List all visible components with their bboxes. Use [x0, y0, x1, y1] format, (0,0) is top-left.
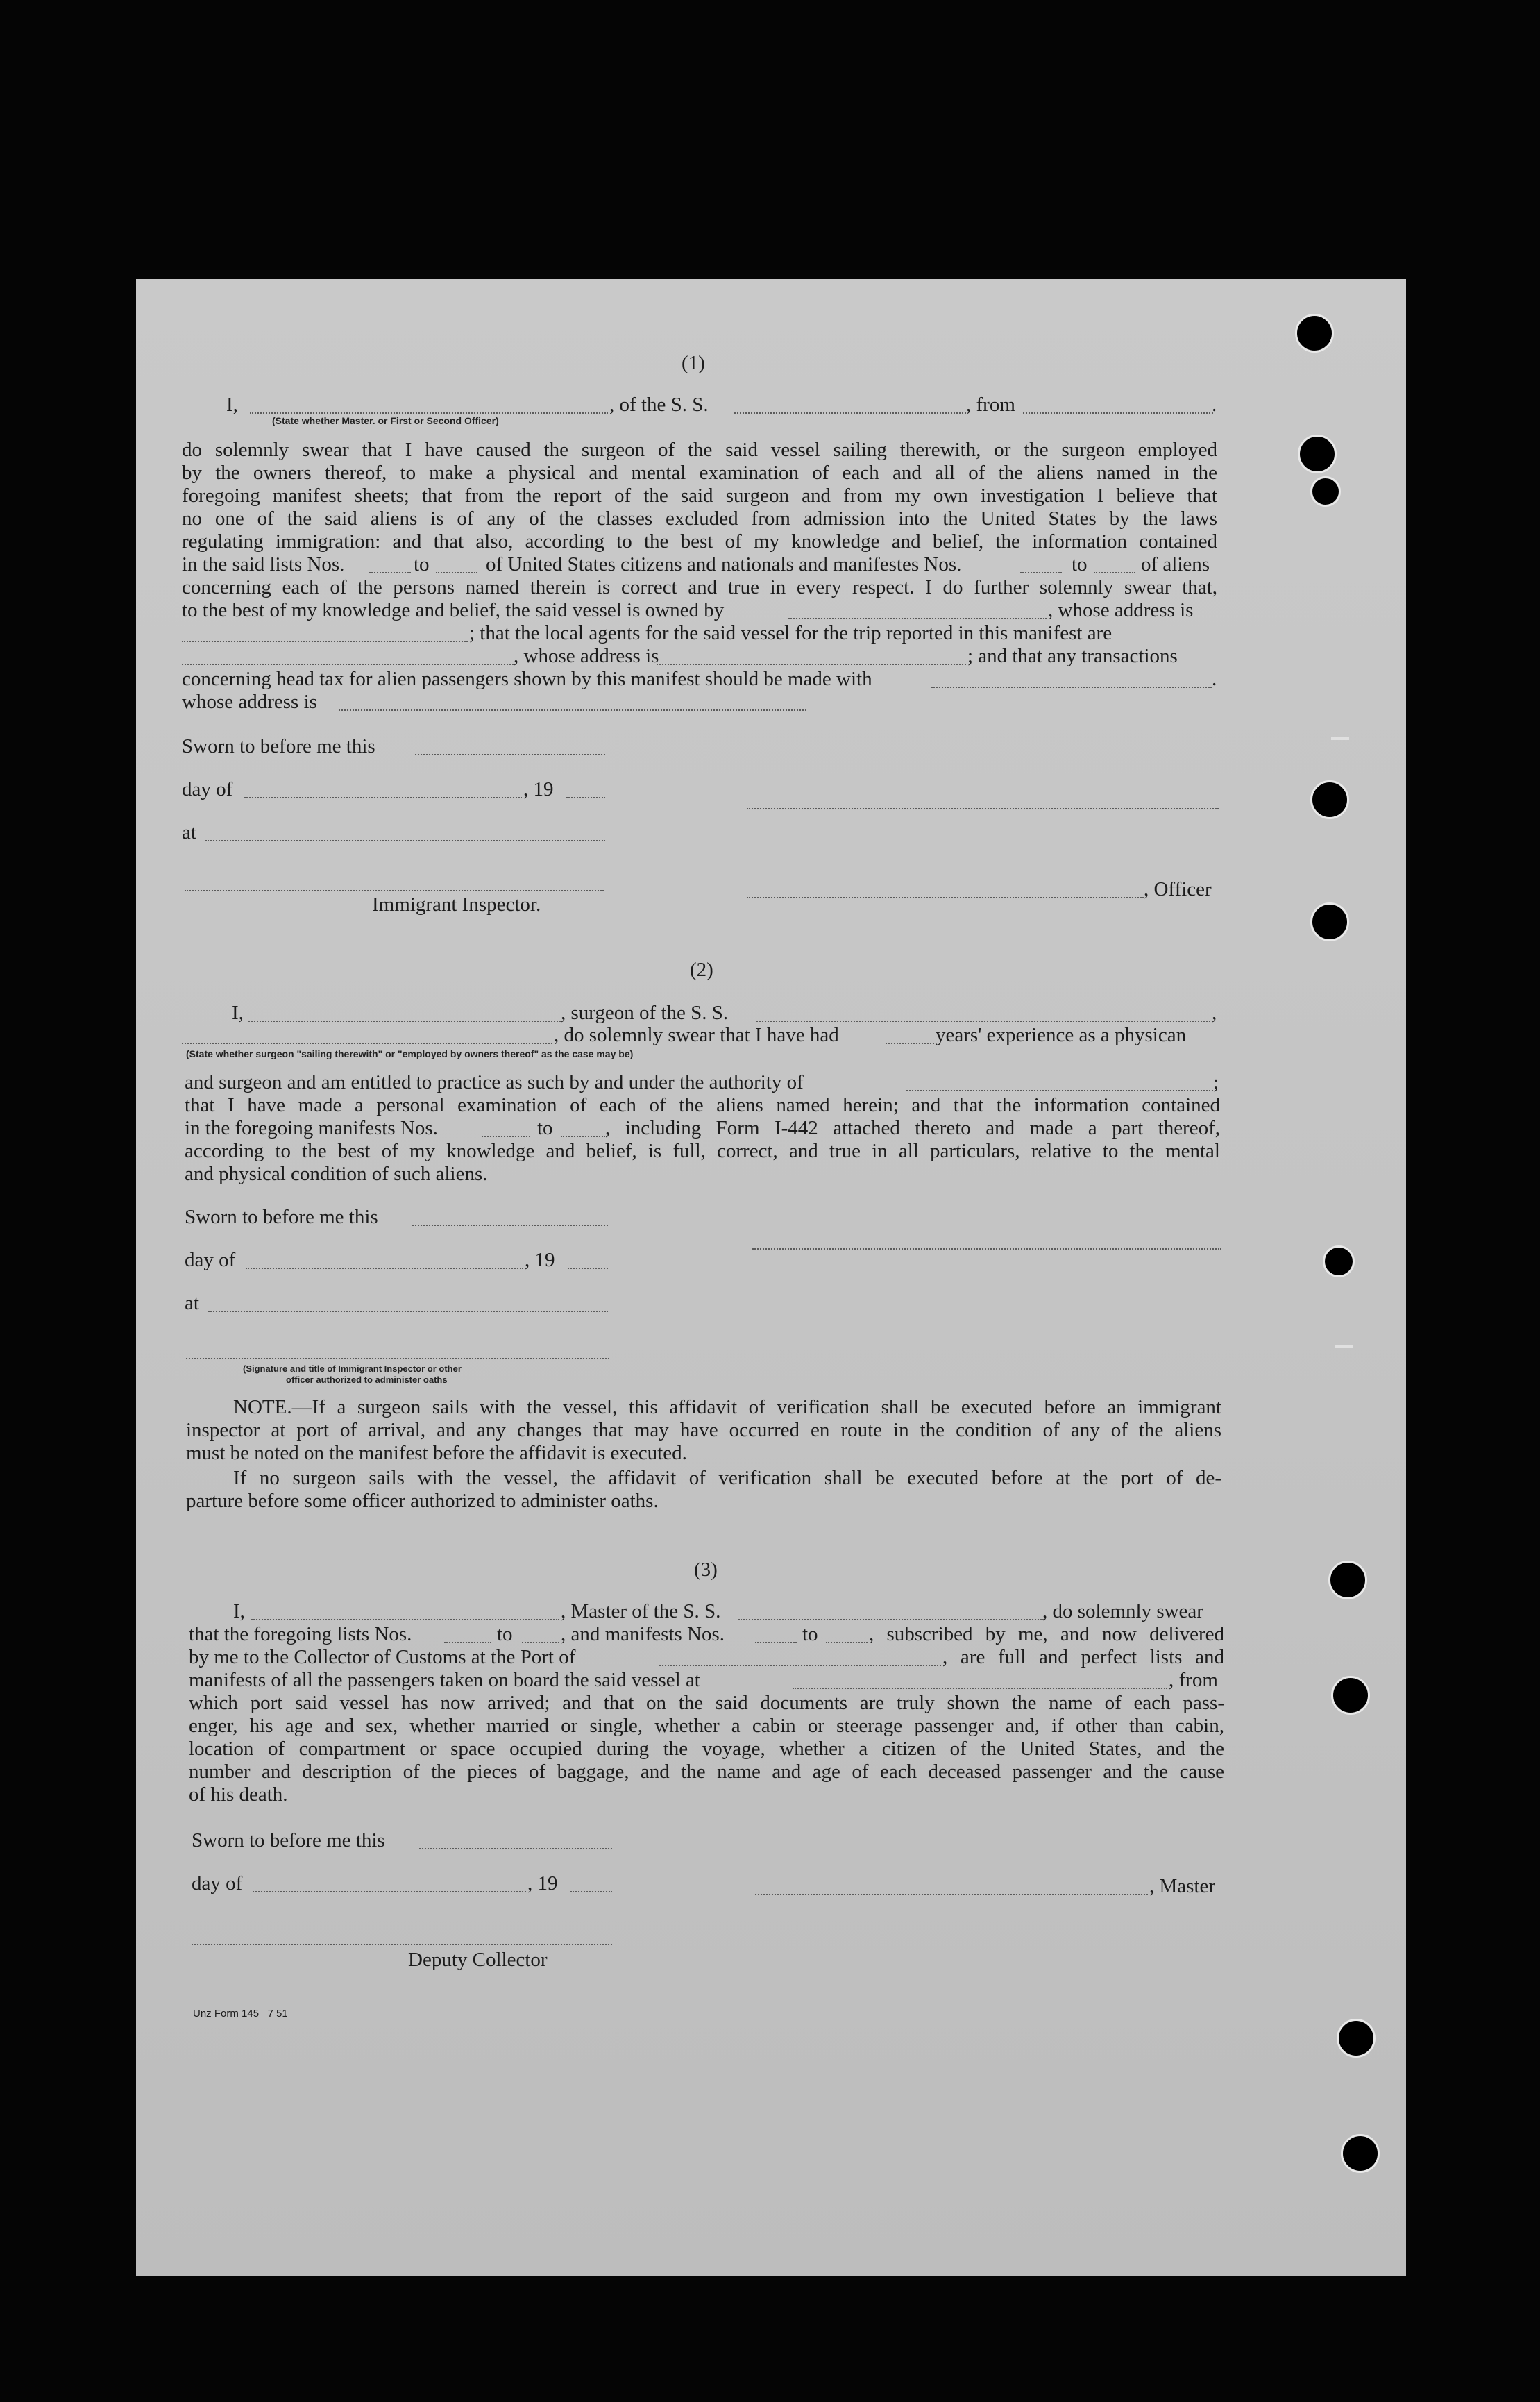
s2-signature-field[interactable] — [752, 1248, 1221, 1250]
s2-line-end: , — [1212, 1002, 1217, 1024]
s2-body-line: that I have made a personal examination of each of the aliens named herein; and that the information contained — [185, 1094, 1220, 1116]
manifest-from-field[interactable] — [1020, 572, 1062, 573]
s3-port-field[interactable] — [659, 1665, 941, 1666]
binder-hole — [1310, 476, 1341, 507]
edge-mark — [1331, 737, 1349, 740]
s2-authority-label: and surgeon and am entitled to practice as such by and under the authority of — [185, 1071, 804, 1093]
s2-name-field[interactable] — [248, 1021, 561, 1022]
s3-subscribed-label: , subscribed by me, and now delivered — [869, 1623, 1224, 1645]
s3-lists-label: that the foregoing lists Nos. — [189, 1623, 412, 1645]
s2-at-label: at — [185, 1292, 199, 1314]
s2-to-label: to — [537, 1117, 553, 1139]
list-to-field[interactable] — [436, 572, 477, 573]
form-identifier: Unz Form 145 7 51 — [193, 2008, 288, 2019]
s1-body-line: foregoing manifest sheets; that from the report of the said surgeon and from my own investigation I believe that — [182, 485, 1217, 507]
s3-from-label: , from — [1169, 1669, 1218, 1691]
headtax-address-field[interactable] — [339, 709, 806, 711]
s1-whose-label: whose address is — [182, 691, 317, 713]
s1-transactions-label: ; and that any transactions — [967, 645, 1178, 667]
s1-at-label: at — [182, 821, 196, 843]
s1-of-ss-label: , of the S. S. — [609, 394, 709, 416]
edge-mark — [1335, 1345, 1353, 1348]
s1-at-field[interactable] — [205, 840, 605, 841]
s3-to-label-2: to — [802, 1623, 818, 1645]
s1-line-end: . — [1212, 394, 1217, 416]
s1-month-field[interactable] — [244, 797, 522, 798]
s2-sworn-date-field[interactable] — [412, 1225, 608, 1226]
s2-surgeon-type-field[interactable] — [182, 1043, 552, 1044]
s2-ship-field[interactable] — [756, 1021, 1210, 1022]
s2-sworn-label: Sworn to before me this — [185, 1206, 378, 1228]
s3-body-last: of his death. — [189, 1783, 288, 1806]
s1-to-label-2: to — [1072, 553, 1088, 576]
note-line: inspector at port of arrival, and any changes that may have occurred en route in the condition of any of the aliens — [186, 1419, 1221, 1441]
s2-manifests-label: in the foregoing manifests Nos. — [185, 1117, 438, 1139]
name-field[interactable] — [250, 412, 608, 414]
s1-year-label: , 19 — [523, 778, 554, 800]
s2-signature-note: (Signature and title of Immigrant Inspector or other — [243, 1363, 462, 1374]
s3-body-line: number and description of the pieces of baggage, and the name and age of each deceased passenger and the cause — [189, 1761, 1224, 1783]
s2-i-label: I, — [232, 1002, 244, 1024]
s1-year-field[interactable] — [566, 797, 605, 798]
s3-year-field[interactable] — [570, 1891, 612, 1892]
s3-ship-field[interactable] — [738, 1619, 1044, 1620]
s1-owned-label: to the best of my knowledge and belief, the said vessel is owned by — [182, 599, 725, 621]
s1-citizens-label: of United States citizens and nationals and manifestes Nos. — [486, 553, 962, 576]
s3-deputy-label: Deputy Collector — [408, 1949, 548, 1971]
s3-sworn-date-field[interactable] — [419, 1848, 612, 1849]
section-2-heading: (2) — [690, 959, 713, 981]
s1-inspector-signature-field[interactable] — [185, 890, 604, 891]
s2-month-field[interactable] — [246, 1268, 523, 1269]
s3-month-field[interactable] — [253, 1891, 526, 1892]
s3-body-line: location of compartment or space occupied during the voyage, whether a citizen of the United States, and the — [189, 1738, 1224, 1760]
s1-sworn-date-field[interactable] — [415, 754, 605, 755]
manifest-to-field[interactable] — [1094, 572, 1135, 573]
s3-manifests-label: , and manifests Nos. — [561, 1623, 725, 1645]
s3-i-label: I, — [233, 1600, 245, 1622]
s1-agents-label: ; that the local agents for the said vessel for the trip reported in this manifest are — [469, 622, 1112, 644]
section-3-heading: (3) — [694, 1559, 718, 1581]
owner-address-field[interactable] — [182, 641, 468, 642]
s3-taken-label: manifests of all the passengers taken on board the said vessel at — [189, 1669, 700, 1691]
s2-authority-end: ; — [1213, 1071, 1219, 1093]
binder-hole — [1310, 902, 1349, 941]
binder-hole — [1328, 1561, 1367, 1599]
s2-years-label: years' experience as a physican — [936, 1024, 1187, 1046]
s2-body-line: and physical condition of such aliens. — [185, 1163, 488, 1185]
s3-master-sig-label: , Master — [1149, 1875, 1216, 1897]
s3-collector-label: by me to the Collector of Customs at the Port of — [189, 1646, 576, 1668]
s1-body-line: regulating immigration: and that also, according to the best of my knowledge and belief, the information contained — [182, 530, 1217, 553]
s1-headtax-label: concerning head tax for alien passengers shown by this manifest should be made with — [182, 668, 872, 690]
s1-owner-address-label: , whose address is — [1048, 599, 1194, 621]
s1-body-line: no one of the said aliens is of any of the classes excluded from admission into the United States by the laws — [182, 507, 1217, 530]
s2-years-field[interactable] — [886, 1043, 934, 1044]
s3-to-label: to — [497, 1623, 513, 1645]
s1-headtax-end: . — [1212, 668, 1217, 690]
s2-dayof-label: day of — [185, 1249, 236, 1271]
binder-hole — [1337, 2019, 1376, 2058]
section-1-heading: (1) — [682, 352, 705, 374]
s3-master-signature-field[interactable] — [755, 1894, 1148, 1895]
s3-swear-label: , do solemnly swear — [1042, 1600, 1203, 1622]
s2-form-label: , including Form I-442 attached thereto and made a part thereof, — [605, 1117, 1220, 1139]
note-line: NOTE.—If a surgeon sails with the vessel, this affidavit of verification shall be executed before an immigrant — [233, 1396, 1221, 1418]
agents-field[interactable] — [182, 664, 514, 665]
s2-body-line: according to the best of my knowledge and belief, is full, correct, and true in all particulars, relative to the mental — [185, 1140, 1220, 1162]
binder-hole — [1323, 1245, 1355, 1277]
s1-aliens-label: of aliens — [1141, 553, 1210, 576]
binder-hole — [1295, 314, 1334, 353]
s3-dayof-label: day of — [192, 1872, 243, 1895]
s1-from-label: , from — [966, 394, 1015, 416]
s1-body-line: do solemnly swear that I have caused the surgeon of the said vessel sailing therewith, or the surgeon employed — [182, 439, 1217, 461]
s1-agents-address-label: , whose address is — [514, 645, 659, 667]
binder-hole — [1341, 2134, 1380, 2173]
s3-manifest-from-field[interactable] — [755, 1642, 797, 1643]
s1-signature-field[interactable] — [747, 808, 1219, 809]
s1-lists-label: in the said lists Nos. — [182, 553, 345, 576]
s1-i-label: I, — [226, 394, 238, 416]
s3-master-label: , Master of the S. S. — [561, 1600, 721, 1622]
s1-officer-name-field[interactable] — [747, 897, 1144, 898]
note-line: must be noted on the manifest before the affidavit is executed. — [186, 1442, 687, 1464]
s2-inspector-signature-field[interactable] — [186, 1358, 609, 1359]
s3-name-field[interactable] — [251, 1619, 559, 1620]
s1-concerning-line: concerning each of the persons named therein is correct and true in every respect. I do further solemnly swear that, — [182, 576, 1217, 598]
s2-surgeon-label: , surgeon of the S. S. — [561, 1002, 729, 1024]
binder-hole — [1331, 1676, 1370, 1715]
s1-officer-label: , Officer — [1144, 878, 1212, 900]
s2-at-field[interactable] — [208, 1311, 608, 1312]
note-line: parture before some officer authorized to administer oaths. — [186, 1490, 659, 1512]
s1-dayof-label: day of — [182, 778, 233, 800]
s3-vessel-port-field[interactable] — [793, 1688, 1167, 1689]
binder-hole — [1298, 435, 1337, 473]
s2-manifest-from-field[interactable] — [482, 1136, 530, 1137]
headtax-field[interactable] — [931, 687, 1212, 688]
s2-surgeon-note: (State whether surgeon "sailing therewith" or "employed by owners thereof" as the case may be) — [186, 1048, 634, 1059]
s1-body-line: by the owners thereof, to make a physical and mental examination of each and all of the aliens named in the — [182, 462, 1217, 484]
list-from-field[interactable] — [369, 572, 411, 573]
s3-body-line: which port said vessel has now arrived; and that on the said documents are truly shown the name of each pass- — [189, 1692, 1224, 1714]
s1-officer-note: (State whether Master. or First or Second Officer) — [272, 415, 499, 426]
binder-hole — [1310, 780, 1349, 819]
note-line: If no surgeon sails with the vessel, the affidavit of verification shall be executed before at the port of de- — [233, 1467, 1221, 1489]
s1-to-label: to — [414, 553, 430, 576]
s1-inspector-label: Immigrant Inspector. — [372, 893, 541, 916]
agents-address-field[interactable] — [657, 664, 966, 665]
ship-name-field[interactable] — [734, 412, 966, 414]
s3-manifest-to-field[interactable] — [826, 1642, 868, 1643]
s2-swear-label: , do solemnly swear that I have had — [554, 1024, 839, 1046]
s2-signature-note: officer authorized to administer oaths — [286, 1375, 448, 1385]
owner-field[interactable] — [788, 618, 1047, 619]
from-port-field[interactable] — [1023, 412, 1213, 414]
s3-lists-end: , are full and perfect lists and — [942, 1646, 1224, 1668]
s2-authority-field[interactable] — [906, 1090, 1216, 1091]
s3-sworn-label: Sworn to before me this — [192, 1829, 385, 1851]
s1-sworn-label: Sworn to before me this — [182, 735, 375, 757]
s2-year-field[interactable] — [568, 1268, 608, 1269]
s3-list-from-field[interactable] — [444, 1642, 491, 1643]
s2-year-label: , 19 — [525, 1249, 555, 1271]
s3-collector-signature-field[interactable] — [192, 1944, 612, 1945]
s3-body-line: enger, his age and sex, whether married or single, whether a cabin or steerage passenger and, if other than cabin, — [189, 1715, 1224, 1737]
s3-year-label: , 19 — [527, 1872, 558, 1895]
s3-list-to-field[interactable] — [522, 1642, 559, 1643]
s2-manifest-to-field[interactable] — [561, 1136, 605, 1137]
